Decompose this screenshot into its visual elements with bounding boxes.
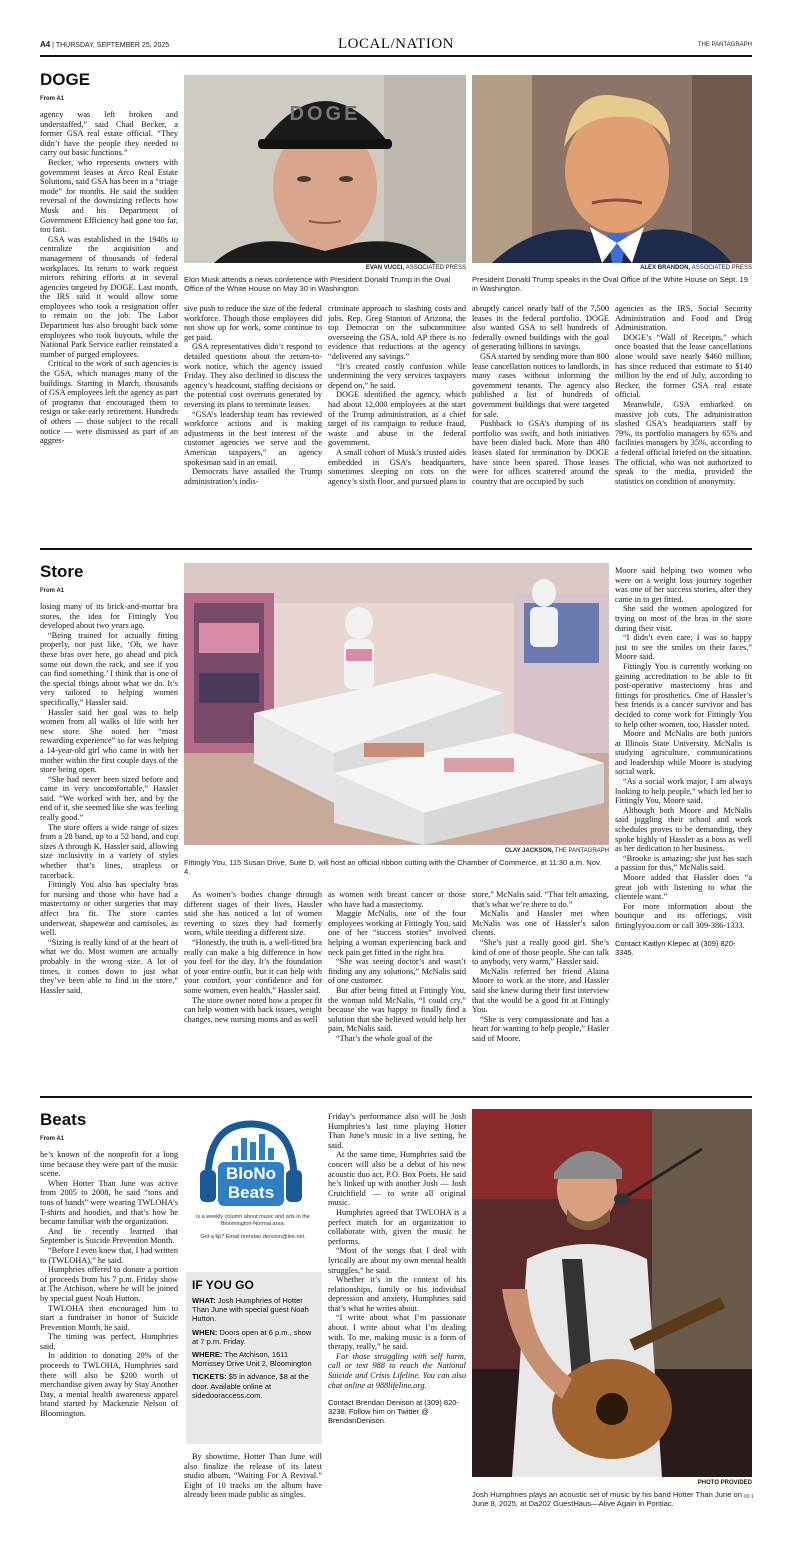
blono-desc: is a weekly column about music and arts in the Bloomington-Normal area. [196,1214,310,1227]
section-rule [40,1096,752,1098]
paragraph: Although both Moore and McNalis said juggling their school and work schedules proves to be demanding, they spoke highly of Hassler as a boss as well as her dedication to her business. [615,805,752,854]
paragraph: Pushback to GSA’s dumping of its portfolio was swift, and both initiatives have been dialed back. More than 480 leases slated for termination by DOGE have since been spared. Those leases were for offices scattered around the country that are occupied by such [472,419,609,486]
paragraph: Democrats have assailed the Trump administration’s indis- [184,467,322,486]
paper-name: THE PANTAGRAPH [697,42,752,48]
store-col-1 [40,602,178,1086]
ifgo-where-value: The Atchison, 1611 Morrissey Drive Unit 2, Bloomington [192,1350,312,1369]
doge-col-1 [40,110,178,538]
blono-beats-logo [196,1118,306,1210]
store-col-5 [615,566,752,1086]
musk-illustration [184,75,466,263]
logo-line-2: Beats [227,1183,275,1202]
doge-from: From A1 [40,96,65,102]
store-photo [184,563,609,845]
paragraph: For more information about the boutique and its offerings, visit fittinglyyou.com or call 309-386-1333. [615,901,752,930]
paragraph: Maggie McNalis, one of the four employees working at Fittingly You, said one of her “success stories” involved helping a woman experiencing back and neck pain get fitted in the right bra. [328,909,466,957]
paragraph: GSA was established in the 1940s to centralize the acquisition and management of thousands of federal workplaces. Its return to work request mirrors rehiring efforts at in several agencies targeted by DOGE. Last month, the IRS said it would allow some employees who took a resignation offer to remain on the job. The Labor Department has also brought back some employees who took buyouts, while the National Park Service earlier reinstated a number of purged employees. [40,234,178,359]
section-rule [40,548,752,550]
musician-illustration [472,1109,752,1477]
paragraph: GSA representatives didn’t respond to detailed questions about the return-to-work notice, which the agency issued Friday. They also declined to discuss the agency’s headcount, staffing decisions or the potential cost overruns generated by reversing its plans to terminate leases. [184,342,322,409]
page-code: 00 1 [744,1494,754,1500]
credit1-name: EVAN VUCCI, [365,265,405,271]
paragraph: “Sizing is really kind of at the heart of what we do. Most women are actually probably in the wrong size. A lot of times, it comes down to just what they’ve been able to find in the store,” Hassler said. [40,937,178,995]
paragraph: Critical to the work of such agencies is the GSA, which manages many of the buildings. Starting in March, thousands of GSA employees left the agency as part of programs that encouraged them to resign or take early retirement. Hundreds of others — those subject to the recall notice — were dismissed as part of an aggres- [40,359,178,446]
paragraph: But after being fitted at Fittingly You, the woman told McNalis, “I could cry,” because she was happy to finally find a solution that she believed would help her pain, McNalis said. [328,985,466,1034]
credit1-org: ASSOCIATED PRESS [405,265,466,271]
beats-photo [472,1109,752,1477]
ifgo-tickets-label: TICKETS: [192,1372,227,1382]
paragraph: “She was seeing doctor’s and wasn’t finding any any solutions,” McNalis said of one customer. [328,957,466,986]
doge-col-3 [328,304,466,538]
doge-photo-musk [184,75,466,263]
paragraph: “Honestly, the truth is, a well-fitted bra really can make a big difference in how you feel for the day. It’s the foundation of your entire outfit, but it can help with your comfort, your confidence and for some women, even health,” Hassler said. [184,937,322,995]
doge-col-5 [615,304,752,538]
store-interior-illustration [184,563,609,845]
ifgo-what [192,1296,316,1324]
beats-contact: Contact Brendan Denison at (309) 820-3238. Follow him on Twitter @ BrendanDenison. [328,1398,459,1426]
paragraph: And he recently learned that September is Suicide Prevention Month. [40,1226,178,1246]
ifgo-when [192,1328,316,1346]
paragraph: “GSA’s leadership team has reviewed workforce actions and is making adjustments in the best interest of the customer agencies we serve and the American taxpayers,” an agency spokesman said in an email. [184,409,322,467]
paragraph: The store owner noted how a proper fit can help women with back issues, weight changes, new nursing moms and as well [184,995,322,1024]
ifgo-where-label: WHERE: [192,1350,223,1360]
paragraph: DOGE’s “Wall of Receipts,” which once boasted that the lease cancellations alone would save nearly $460 million, has since reduced that estimate to $140 million by the end of July, according to Becker, the former GSA real estate official. [615,332,752,400]
beats-title: Beats [40,1110,87,1129]
paragraph: As women’s bodies change through different stages of their lives, Hassler said she has noticed a lot of women reverting to sizes they had formerly worn, while needing a different size. [184,890,322,938]
paragraph: Meanwhile, GSA embarked on massive job cuts. The administration slashed GSA’s headquarters staff by 79%, its portfolio managers by 65% and facilities managers by 35%, according to a federal official briefed on the situation. The official, who was not authorized to speak to the media, provided the statistics on condition of anonymity. [615,399,752,486]
doge-photo2-credit [472,265,752,271]
paragraph: Hassler said her goal was to help women from all walks of life with her new store. She noted her “most rewarding experience” so far was helping a 14-year-old girl who came in with her mother within the first couple days of the store being open. [40,707,178,775]
store-photo-caption: Fittingly You, 115 Susan Drive, Suite D, will host an official ribbon cutting with the Chamber of Commerce, at 11:30 a.m. Nov. 4. [184,858,602,876]
paragraph: “I didn’t even care; I was so happy just to see the smiles on their faces,” Moore said. [615,633,752,662]
doge-photo1-caption: Elon Musk attends a news conference with President Donald Trump in the Oval Office of the White House on May 30 in Washington. [184,275,451,293]
paragraph: Friday’s performance also will be Josh Humphries’s last time playing Hotter Than June’s music in a live setting, he said. [328,1112,466,1150]
beats-col-1 [40,1150,178,1520]
trump-illustration [472,75,752,263]
page-folio: A4 | THURSDAY, SEPTEMBER 25, 2025 [40,40,170,49]
paragraph: Moore added that Hassler does “a great job with listening to what the clientele want.” [615,873,752,902]
paragraph: abruptly cancel nearly half of the 7,500 leases in the federal portfolio. DOGE also wanted GSA to sell hundreds of federally owned buildings with the goal of generating billions in savings. [472,304,609,352]
store-col-2 [184,890,322,1086]
paragraph: criminate approach to slashing costs and jobs. Rep. Greg Stanton of Arizona, the top Democrat on the subcommittee overseeing the GSA, told AP there is no evidence that reductions at the agency “delivered any savings.” [328,304,466,361]
if-you-go-box [186,1272,322,1444]
paragraph: Moore said helping two women who were on a weight loss journey together was one of her success stories, after they came in to get fitted. [615,566,752,604]
doge-photo1-credit [184,265,466,271]
paragraph: “She’s just a really good girl. She’s kind of one of those people. She can talk to anybody, very warm,” Hassler said. [472,937,609,967]
cap-lettering: DOGE [289,103,361,125]
doge-col-2 [184,304,322,538]
paragraph: “I write about what I’m passionate about. I write about what I’m dealing with. To me, making music is a form of therapy, really,” he said. [328,1313,466,1352]
paragraph: DOGE identified the agency, which had about 12,000 employees at the start of the Trump administration, as a chief target of its campaign to reduce fraud, waste and abuse in the federal government. [328,390,466,448]
paragraph: At the same time, Humphries said the concert will also be a debut of his new acoustic duo act, P.O. Box Poets. He said he’s linked up with another Josh — Josh Crutchfield — to write all original music. [328,1150,466,1208]
paragraph: sive push to reduce the size of the federal workforce. Though those employees did not show up for work, some continue to get paid. [184,304,322,342]
beats-col-2 [184,1452,322,1522]
store-from: From A1 [40,588,65,594]
paragraph: as women with breast cancer or those who have had a mastectomy. [328,890,466,909]
ifgo-tickets-value: $5 in advance, $8 at the door. Available online at sidedooraccess.com. [192,1372,309,1400]
store-col-4 [472,890,609,1086]
paragraph: “Before I even knew that, I had written to (TWLOHA),” he said. [40,1245,178,1265]
paragraph: She said the women apologized for trying on most of the bras in the store during their visit. [615,604,752,633]
page-date: THURSDAY, SEPTEMBER 25, 2025 [55,42,170,49]
credit2-name: ALEX BRANDON, [640,265,691,271]
paragraph: agencies as the IRS, Social Security Administration and Food and Drug Administration. [615,304,752,333]
ifgo-tickets [192,1372,316,1400]
store-col-3 [328,890,466,1086]
paragraph: “She had never been sized before and came in very uncomfortable,” Hassler said. “We worked with her, and by the end of it, she seemed like she was feeling really good.” [40,774,178,823]
paragraph: “Brooke is amazing; she just has such a passion for this,” McNalis said. [615,853,752,873]
ifgo-where [192,1350,316,1368]
paragraph: Fittingly You is currently working on gaining accreditation to be able to fit post-operative mastectomy bras and fittings for prosthetics. One of Hassler’s best friends is a cancer survivor and has decided to come work for Fittingly You to help other women, too, Hassler noted. [615,661,752,729]
paragraph: The timing was perfect, Humphries said. [40,1332,178,1351]
store-photo-credit [184,848,609,854]
masthead-rule [40,55,752,57]
doge-title: DOGE [40,70,91,89]
beats-col-3 [328,1112,466,1522]
paragraph: Becker, who represents owners with government leases at Arco Real Estate Solutions, said GSA has been in a “triage mode” for months. He said the sudden reversal of the downsizing reflects how Musk and his Department of Government Efficiency had gone too far, too fast. [40,157,178,235]
paragraph: agency was left broken and understaffed,” said Chad Becker, a former GSA real estate official. “They didn’t have the people they needed to carry out basic functions.” [40,110,178,158]
doge-photo-trump [472,75,752,263]
store-credit-org: THE PANTAGRAPH [554,848,609,854]
section-name: LOCAL/NATION [338,36,454,52]
logo-line-1: BloNo [225,1164,277,1183]
crisis-note: For those struggling with self harm, call or text 988 to reach the National Suicide and Crisis Lifeline. You can also chat online at 988lifeline.org. [328,1351,466,1390]
store-title: Store [40,562,84,581]
paragraph: Humphries agreed that TWLOHA is a perfect match for an organization to collaborate with, given the music he performs. [328,1207,466,1246]
paragraph: GSA started by sending more than 800 lease cancellation notices to landlords, in many cases without informing the government tenants. The agency also published a list of hundreds of government buildings that were targeted for sale. [472,351,609,419]
paragraph: Moore and McNalis are both juniors at Illinois State University. McNalis is studying agriculture, communications and leadership while Moore is studying social work. [615,729,752,777]
page-number: A4 [40,40,51,49]
paragraph: Whether it’s in the context of his relationships, family or his individual depression and anxiety, Humphries said that’s what he writes about. [328,1275,466,1313]
paragraph: TWLOHA then encouraged him to start a fundraiser in honor of Suicide Prevention Month, he said. [40,1303,178,1332]
paragraph: Fittingly You also has specialty bras for nursing and those who have had a mastectomy or other surgeries that may affect bra fit. The store carries underwear, shapewear and camisoles, as well. [40,880,178,938]
paragraph: store,” McNalis said. “That felt amazing, that’s what we’re there to do.” [472,890,609,909]
paragraph: “As a social work major, I am always looking to help people,” which led her to Fittingly You, Moore said. [615,777,752,806]
paragraph: Humphries offered to donate a portion of proceeds from his 7 p.m. Friday show at The Atchison, where he will be joined by special guest Noah Hutton. [40,1265,178,1303]
paragraph: losing many of its brick-and-mortar bra stores, the idea for Fittingly You developed about two years ago. [40,602,178,631]
paragraph: “It’s created costly confusion while undermining the very services taxpayers depend on,” he said. [328,361,466,390]
ifgo-title: IF YOU GO [192,1278,254,1292]
paragraph: The store offers a wide range of sizes from a 28 band, up to a 52 band, and cup sizes A through K, Hassler said, allowing size inclusivity in a variety of styles whether that’s lines, strapless or racerback. [40,822,178,880]
ifgo-when-label: WHEN: [192,1327,218,1337]
ifgo-what-label: WHAT: [192,1296,216,1305]
paragraph: McNalis and Hassler met when McNalis was one of Hassler’s salon clients. [472,909,609,938]
ifgo-what-value: Josh Humphries of Hotter Than June with special guest Noah Hutton. [192,1296,309,1324]
paragraph: he’s known of the nonprofit for a long time because they were part of the music scene. [40,1150,178,1179]
store-credit-name: CLAY JACKSON, [504,848,554,854]
paragraph: “She is very compassionate and has a heart for wanting to help people,” Hasler said of Moore. [472,1014,609,1043]
beats-photo-credit: PHOTO PROVIDED [697,1480,752,1486]
store-contact: Contact Kaitlyn Klepec at (309) 820-3345. [615,938,736,957]
beats-from: From A1 [40,1136,65,1142]
credit2-org: ASSOCIATED PRESS [691,265,752,271]
paragraph: McNalis referred her friend Alaina Moore to work at the store, and Hassler said she knew during their first interview that she would be a good fit at Fittingly You. [472,966,609,1015]
paragraph: By showtime, Hotter Than June will also finalize the release of its latest studio album, “Waiting For A Revival.” Eight of 10 tracks on the album have already been made public as singles. [184,1452,322,1500]
doge-col-4 [472,304,609,538]
paragraph: “That’s the whole goal of the [336,1033,433,1043]
paragraph: In addition to donating 20% of the proceeds to TWLOHA, Humphries said there will also be $200 worth of merchandise given away by Stay Another Day, a mental health awareness apparel brand started by Mackenzie Nelson of Bloomington. [40,1351,178,1419]
paragraph: “Being trained for actually fitting properly, not just like, ‘Oh, we have these bras over here, go ahead and pick some out down the rack, and see if you can find something.’ I think that is one of the special things about what we do. It’s very tailored to helping women specifically,” Hassler said. [40,630,178,707]
logo-text [218,1164,284,1202]
paragraph: “Most of the songs that I deal with lyrically are about my own mental health struggles,” he said. [328,1246,466,1275]
paragraph: When Hotter Than June was active from 2005 to 2008, he said “tons and tons of bands” were wearing TWLOHA’s T-shirts and hoodies, and that’s how he became familiar with the organization. [40,1178,178,1227]
doge-photo2-caption: President Donald Trump speaks in the Oval Office of the White House on Sept. 19 in Washington. [472,275,748,293]
beats-photo-caption: Josh Humphries plays an acoustic set of music by his band Hotter Than June on June 8, 2025, at Da202 GuestHaus—Alive Again in Pontiac. [472,1490,743,1508]
blono-tip: Got a tip? Email brendan.dension@lee.net. [200,1234,306,1240]
ifgo-when-value: Doors open at 6 p.m., show at 7 p.m. Friday. [192,1327,312,1346]
paragraph: A small cohort of Musk’s trusted aides embedded in GSA’s headquarters, sometimes sleeping on cots on the agency’s sixth floor, and pursued plans to [328,447,466,486]
